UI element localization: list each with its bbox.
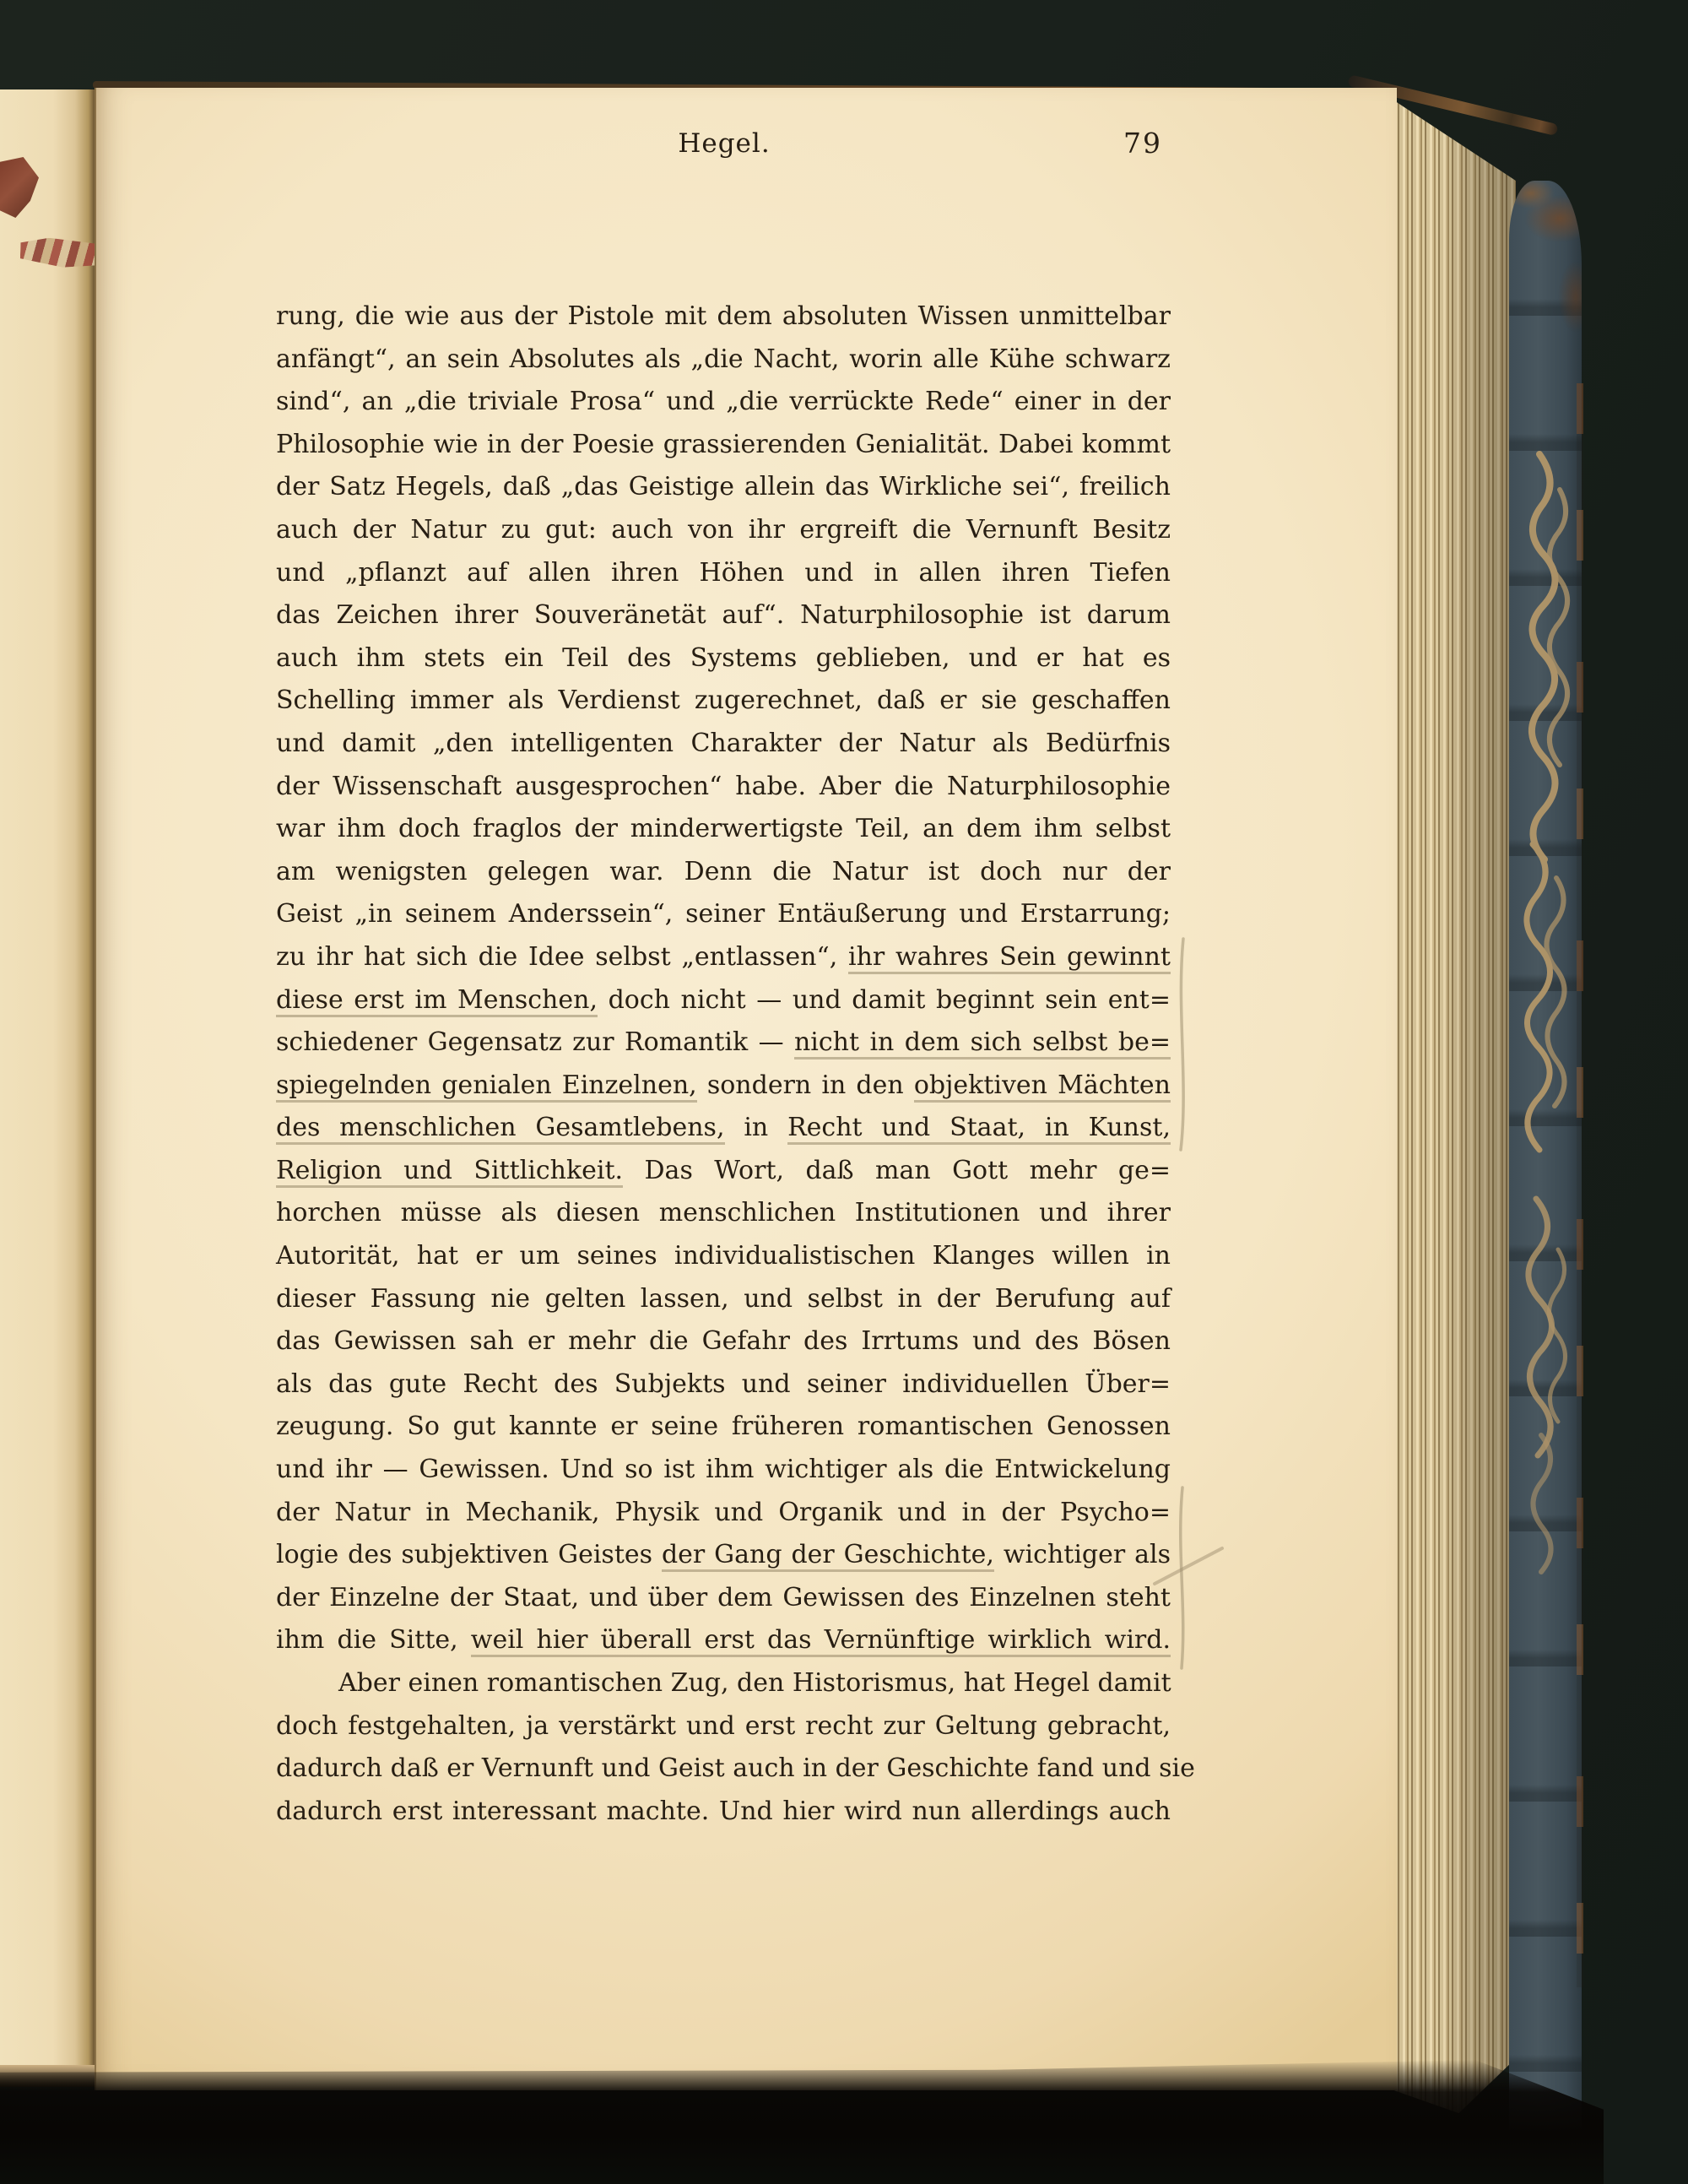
text-line: auch ihm stets ein Teil des Systems geblieben, und er hat es bbox=[276, 642, 1171, 673]
running-header-title: Hegel. bbox=[678, 128, 771, 159]
pencil-underlined-text: nicht in dem sich selbst be= bbox=[794, 1027, 1171, 1059]
text-line: der Satz Hegels, daß „das Geistige allein das Wirkliche sei“, freilich bbox=[276, 472, 1171, 502]
pencil-underlined-text: objektiven Mächten bbox=[914, 1070, 1171, 1103]
text-line: Schelling immer als Verdienst zugerechnet, daß er sie geschaffen bbox=[276, 686, 1171, 716]
text-line: Philosophie wie in der Poesie grassierenden Genialität. Dabei kommt bbox=[276, 429, 1171, 459]
facing-page-edge bbox=[0, 89, 96, 2075]
text-line: ihm die Sitte, weil hier überall erst das Vernünftige wirklich wird. bbox=[276, 1619, 1171, 1662]
text-line: das Zeichen ihrer Souveränetät auf“. Naturphilosophie ist darum bbox=[276, 600, 1171, 631]
bottom-shadow bbox=[0, 2060, 1604, 2184]
text-line: diese erst im Menschen, doch nicht — und damit beginnt sein ent= bbox=[276, 979, 1171, 1022]
text-line: und ihr — Gewissen. Und so ist ihm wichtiger als die Entwickelung bbox=[276, 1455, 1171, 1485]
pencil-underlined-text: weil hier überall erst das Vernünftige wirklich wird. bbox=[471, 1625, 1171, 1657]
pencil-underlined-text: des menschlichen Gesamtlebens, bbox=[276, 1113, 725, 1145]
pencil-underlined-text: ihr wahres Sein gewinnt bbox=[848, 942, 1171, 974]
text-line: doch festgehalten, ja verstärkt und erst recht zur Geltung gebracht, bbox=[276, 1710, 1171, 1741]
text-line: der Einzelne der Staat, und über dem Gewissen des Einzelnen steht bbox=[276, 1582, 1171, 1612]
text-line: der Natur in Mechanik, Physik und Organik und in der Psycho= bbox=[276, 1497, 1171, 1527]
pencil-underlined-text: Recht und Staat, in Kunst, bbox=[787, 1113, 1171, 1145]
text-line: am wenigsten gelegen war. Denn die Natur ist doch nur der bbox=[276, 856, 1171, 886]
text-line: Geist „in seinem Anderssein“, seiner Entäußerung und Erstarrung; bbox=[276, 899, 1171, 929]
text-line: spiegelnden genialen Einzelnen, sondern in den objektiven Mächten bbox=[276, 1065, 1171, 1108]
text-line: rung, die wie aus der Pistole mit dem absoluten Wissen unmittelbar bbox=[276, 301, 1171, 331]
book-page bbox=[95, 88, 1397, 2090]
text-line: der Wissenschaft ausgesprochen“ habe. Aber die Naturphilosophie bbox=[276, 771, 1171, 801]
page-number: 79 bbox=[1123, 127, 1162, 160]
text-line: horchen müsse als diesen menschlichen Institutionen und ihrer bbox=[276, 1198, 1171, 1228]
body-text bbox=[276, 295, 1195, 1833]
text-line: und damit „den intelligenten Charakter der Natur als Bedürfnis bbox=[276, 728, 1171, 758]
pencil-underlined-text: der Gang der Geschichte, bbox=[662, 1540, 994, 1572]
text-line: auch der Natur zu gut: auch von ihr ergreift die Vernunft Besitz bbox=[276, 514, 1171, 545]
running-head bbox=[276, 128, 1172, 167]
text-line: das Gewissen sah er mehr die Gefahr des Irrtums und des Bösen bbox=[276, 1326, 1171, 1357]
pencil-underlined-text: spiegelnden genialen Einzelnen, bbox=[276, 1070, 697, 1103]
pencil-underlined-text: Religion und Sittlichkeit. bbox=[276, 1156, 623, 1188]
text-line: dieser Fassung nie gelten lassen, und selbst in der Berufung auf bbox=[276, 1283, 1171, 1314]
pencil-underlined-text: diese erst im Menschen, bbox=[276, 985, 598, 1017]
text-line: als das gute Recht des Subjekts und seiner individuellen Über= bbox=[276, 1368, 1171, 1399]
text-line: Aber einen romantischen Zug, den Historismus, hat Hegel damit bbox=[338, 1668, 1171, 1698]
text-line: zeugung. So gut kannte er seine früheren romantischen Genossen bbox=[276, 1412, 1171, 1442]
text-line: Religion und Sittlichkeit. Das Wort, daß man Gott mehr ge= bbox=[276, 1150, 1171, 1193]
text-line: des menschlichen Gesamtlebens, in Recht und Staat, in Kunst, bbox=[276, 1107, 1171, 1150]
text-line: dadurch erst interessant machte. Und hier wird nun allerdings auch bbox=[276, 1796, 1171, 1826]
text-line: sind“, an „die triviale Prosa“ und „die verrückte Rede“ einer in der bbox=[276, 387, 1171, 417]
page-fore-edge-stack bbox=[1389, 91, 1516, 2127]
text-line: dadurch daß er Vernunft und Geist auch in der Geschichte fand und sie bbox=[276, 1753, 1195, 1784]
text-line: zu ihr hat sich die Idee selbst „entlassen“, ihr wahres Sein gewinnt bbox=[276, 936, 1171, 979]
text-line: anfängt“, an sein Absolutes als „die Nacht, worin alle Kühe schwarz bbox=[276, 344, 1171, 374]
text-line: und „pflanzt auf allen ihren Höhen und in allen ihren Tiefen bbox=[276, 557, 1171, 588]
text-line: Autorität, hat er um seines individualistischen Klanges willen in bbox=[276, 1241, 1171, 1271]
text-line: war ihm doch fraglos der minderwertigste Teil, an dem ihm selbst bbox=[276, 814, 1171, 844]
text-line: logie des subjektiven Geistes der Gang der Geschichte, wichtiger als bbox=[276, 1534, 1171, 1577]
marbled-cover-pattern bbox=[1507, 439, 1583, 1587]
text-line: schiedener Gegensatz zur Romantik — nicht in dem sich selbst be= bbox=[276, 1022, 1171, 1065]
